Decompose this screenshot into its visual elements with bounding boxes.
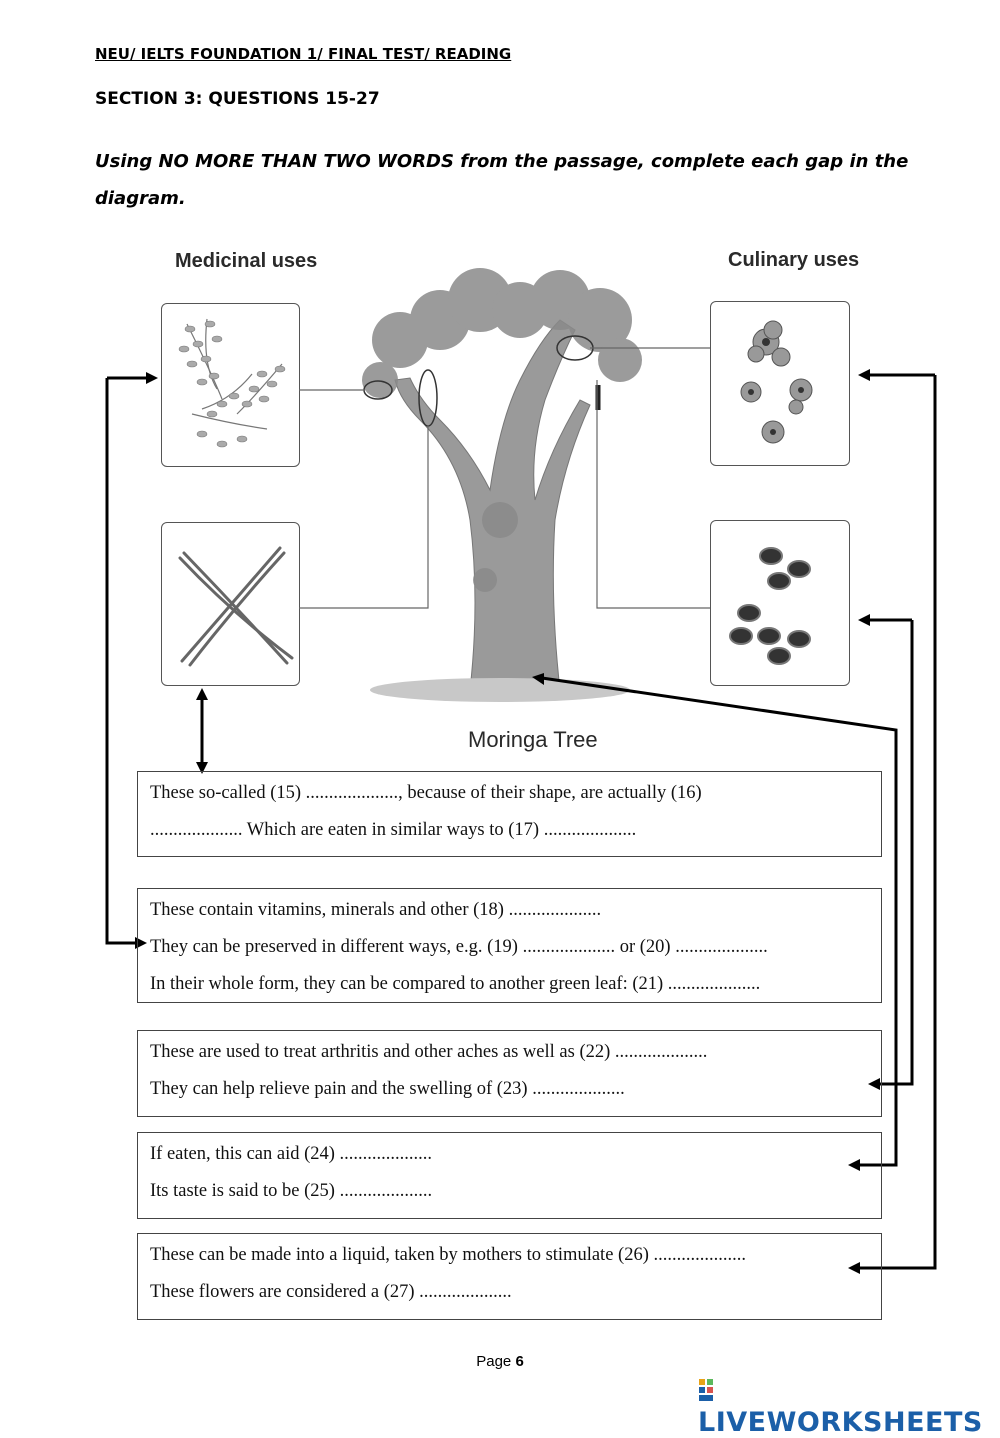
box-line: In their whole form, they can be compared to another green leaf: (21) ....................	[150, 974, 761, 994]
moringa-tree-illustration	[362, 268, 642, 702]
box-line: They can help relieve pain and the swelling of (23) ....................	[150, 1079, 625, 1099]
box-line: These can be made into a liquid, taken by mothers to stimulate (26) ....................	[150, 1245, 746, 1265]
question-box-leaves	[137, 888, 882, 1003]
page-prefix: Page	[476, 1353, 512, 1370]
brand-text: LIVEWORKSHEETS	[698, 1407, 983, 1438]
box-line: These are used to treat arthritis and other aches as well as (22) ....................	[150, 1042, 708, 1062]
culinary-uses-label: Culinary uses	[728, 249, 860, 271]
page-number	[0, 1353, 1000, 1370]
box-line: .................... Which are eaten in similar ways to (17) ....................	[150, 820, 637, 840]
liveworksheets-brand[interactable]	[698, 1376, 1000, 1438]
medicinal-uses-label: Medicinal uses	[175, 250, 318, 272]
box-line: If eaten, this can aid (24) ....................	[150, 1144, 433, 1164]
question-box-pods	[137, 771, 882, 857]
question-box-flowers	[137, 1233, 882, 1320]
liveworksheets-logo-icon	[698, 1377, 722, 1403]
box-line: Its taste is said to be (25) ....................	[150, 1181, 433, 1201]
moringa-tree-label: Moringa Tree	[468, 727, 598, 752]
instruction-text: Using NO MORE THAN TWO WORDS from the passage, complete each gap in the diagram.	[95, 151, 909, 209]
box-line: These contain vitamins, minerals and other (18) ....................	[150, 900, 602, 920]
course-title: NEU/ IELTS FOUNDATION 1/ FINAL TEST/ READING	[95, 45, 512, 63]
question-box-seeds	[137, 1030, 882, 1117]
box-line: These flowers are considered a (27) ....................	[150, 1282, 512, 1302]
section-title: SECTION 3: QUESTIONS 15-27	[95, 89, 380, 109]
box-line: They can be preserved in different ways, e.g. (19) .................... or (20) ....................	[150, 937, 768, 957]
page-number-value: 6	[515, 1353, 524, 1370]
question-box-bark	[137, 1132, 882, 1219]
box-line: These so-called (15) ...................., because of their shape, are actually (16)	[150, 783, 702, 803]
